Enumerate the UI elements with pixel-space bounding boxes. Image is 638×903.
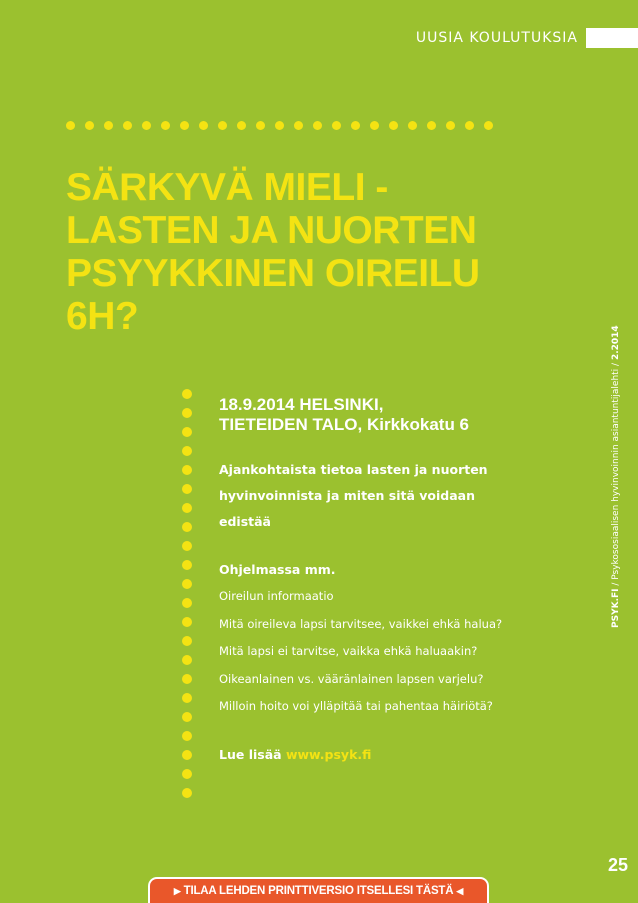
decorative-dot <box>256 121 265 130</box>
decorative-dot <box>182 674 192 684</box>
section-tag-bar <box>586 28 638 48</box>
program-item: Mitä lapsi ei tarvitse, vaikka ehkä haluaakin? <box>219 644 478 658</box>
decorative-dot <box>182 446 192 456</box>
decorative-dot <box>123 121 132 130</box>
decorative-dot <box>182 541 192 551</box>
order-print-button[interactable] <box>148 877 489 903</box>
program-item: Oikeanlainen vs. vääränlainen lapsen varjelu? <box>219 671 484 686</box>
program-item: Mitä oireileva lapsi tarvitsee, vaikkei ehkä halua? <box>219 616 503 631</box>
order-print-label: TILAA LEHDEN PRINTTIVERSIO ITSELLESI TÄSTÄ <box>183 885 454 897</box>
decorative-dot <box>275 121 284 130</box>
decorative-dot <box>237 121 246 130</box>
arrow-left-icon: ◀ <box>456 885 464 896</box>
read-more-label: Lue lisää <box>219 746 282 762</box>
read-more <box>219 745 559 765</box>
decorative-dot <box>484 121 493 130</box>
decorative-dot <box>446 121 455 130</box>
decorative-dot <box>370 121 379 130</box>
decorative-dot <box>66 121 75 130</box>
decorative-dot <box>182 465 192 475</box>
decorative-dot <box>332 121 341 130</box>
decorative-dot <box>161 121 170 130</box>
article-title: SÄRKYVÄ MIELI - LASTEN JA NUORTEN PSYYKKINEN OIREILU 6H? <box>66 166 480 338</box>
decorative-dot <box>199 121 208 130</box>
arrow-right-icon: ▶ <box>173 885 181 896</box>
decorative-dot <box>182 579 192 589</box>
decorative-dot <box>142 121 151 130</box>
decorative-dot <box>182 503 192 513</box>
publication-brand: PSYK.FI <box>611 588 621 628</box>
event-lead: Ajankohtaista tietoa lasten ja nuorten hyvinvoinnista ja miten sitä voidaan edistää <box>219 462 488 529</box>
section-tag-label: UUSIA KOULUTUKSIA <box>415 30 578 46</box>
decorative-dot <box>427 121 436 130</box>
program-list <box>219 583 559 721</box>
event-date-place: 18.9.2014 HELSINKI, TIETEIDEN TALO, Kirkkokatu 6 <box>219 395 470 434</box>
decorative-dot <box>351 121 360 130</box>
read-more-link[interactable]: www.psyk.fi <box>285 746 372 762</box>
decorative-dot <box>182 769 192 779</box>
decorative-dot <box>85 121 94 130</box>
program-heading: Ohjelmassa mm. <box>219 562 336 577</box>
decorative-dot-row <box>66 121 493 130</box>
decorative-dot <box>182 408 192 418</box>
decorative-dot <box>182 598 192 608</box>
decorative-dot <box>182 636 192 646</box>
decorative-dot <box>218 121 227 130</box>
decorative-dot <box>465 121 474 130</box>
decorative-dot <box>182 484 192 494</box>
publication-sidebar-text <box>611 325 621 628</box>
program-item: Oireilun informaatio <box>219 589 334 603</box>
decorative-dot <box>294 121 303 130</box>
decorative-dot <box>104 121 113 130</box>
publication-description: / Psykososiaalisen hyvinvoinnin asiantuntijalehti / <box>611 360 621 589</box>
decorative-dot <box>182 389 192 399</box>
section-tag <box>416 28 638 48</box>
decorative-dot <box>182 712 192 722</box>
decorative-dot-column <box>182 389 192 798</box>
program-item: Milloin hoito voi ylläpitää tai pahentaa häiriötä? <box>219 699 493 713</box>
decorative-dot <box>182 617 192 627</box>
decorative-dot <box>389 121 398 130</box>
decorative-dot <box>182 655 192 665</box>
decorative-dot <box>182 560 192 570</box>
decorative-dot <box>182 522 192 532</box>
decorative-dot <box>182 731 192 741</box>
decorative-dot <box>180 121 189 130</box>
page-number: 25 <box>607 855 628 875</box>
decorative-dot <box>182 427 192 437</box>
event-details <box>219 395 559 765</box>
decorative-dot <box>182 788 192 798</box>
decorative-dot <box>408 121 417 130</box>
publication-issue: 2.2014 <box>611 325 621 361</box>
decorative-dot <box>313 121 322 130</box>
decorative-dot <box>182 750 192 760</box>
decorative-dot <box>182 693 192 703</box>
